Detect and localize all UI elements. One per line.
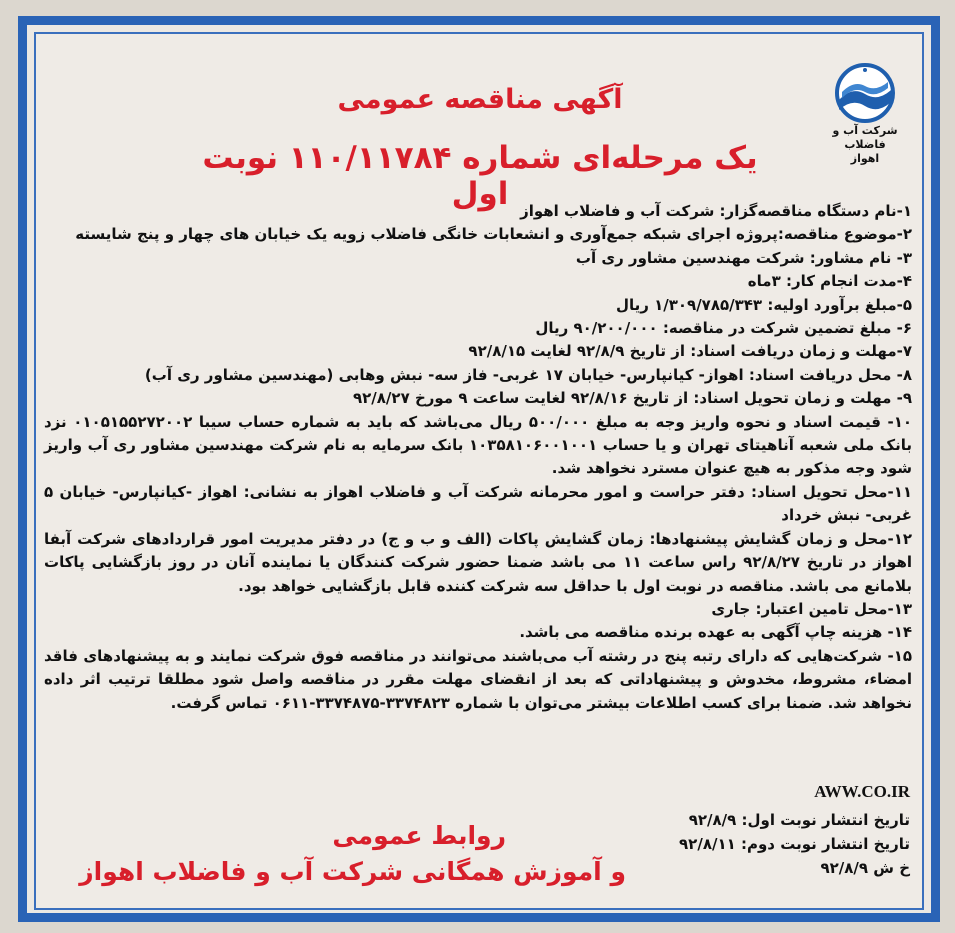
item-3: ۳- نام مشاور: شرکت مهندسین مشاور ری آب — [575, 248, 912, 267]
item-15: ۱۵- شرکت‌هایی که دارای رتبه پنج در رشته آب می‌باشند می‌توانند در مناقصه فوق شرکت نمایند و به پیشنهادهای فاقد امضاء، مشروط، مخدوش و پیشنهاداتی که بعد از انقضای مهلت مقرر در مناقصه واصل شود مطلقا ترتیب اثر داده نخواهد شد. ضمنا برای کسب اطلاعات بیشتر می‌توان با شماره ۳۳۷۴۸۲۳-۳۳۷۴۸۷۵-۰۶۱۱ تماس گرفت. — [44, 646, 912, 712]
item-14: ۱۴- هزینه چاپ آگهی به عهده برنده مناقصه می باشد. — [519, 623, 912, 642]
item-5: ۵-مبلغ برآورد اولیه: ۱/۳۰۹/۷۸۵/۳۴۳ ریال — [615, 295, 912, 314]
public-relations-signature — [46, 818, 626, 890]
footer-line-1: روابط عمومی — [332, 821, 506, 850]
item-11: ۱۱-محل تحویل اسناد: دفتر حراست و امور محرمانه شرکت آب و فاضلاب اهواز به نشانی: اهواز -کیانپارس- خیابان ۵ غربی- نبش خرداد — [44, 482, 912, 525]
company-logo — [810, 62, 920, 172]
second-publication-date: تاریخ انتشار نوبت دوم: ۹۲/۸/۱۱ — [679, 835, 910, 853]
water-wave-logo-icon — [830, 62, 900, 124]
reference-code: خ ش ۹۲/۸/۹ — [820, 859, 910, 877]
item-4: ۴-مدت انجام کار: ۳ماه — [747, 272, 912, 291]
footer-line-2: و آموزش همگانی شرکت آب و فاضلاب اهواز — [79, 857, 626, 886]
item-9: ۹- مهلت و زمان تحویل اسناد: از تاریخ ۹۲/۸/۱۶ لغایت ساعت ۹ مورخ ۹۲/۸/۲۷ — [352, 389, 912, 408]
first-publication-date: تاریخ انتشار نوبت اول: ۹۲/۸/۹ — [688, 811, 910, 829]
logo-company-name: شرکت آب و فاضلاب — [832, 124, 898, 151]
notice-subtitle: یک مرحله‌ای شماره ۱۱۰/۱۱۷۸۴ نوبت اول — [202, 140, 758, 212]
item-10: ۱۰- قیمت اسناد و نحوه واریز وجه به مبلغ ۵۰۰/۰۰۰ ریال می‌باشد که باید به شماره حساب سیبا ۰۱۰۵۱۵۵۲۷۲۰۰۲ نزد بانک ملی شعبه آناهیتای تهران و یا حساب ۱۰۳۵۸۱۰۶۰۰۱۰۰۱ بانک سرمایه به نام شرکت مهندسین مشاور ری آب واریز شود وجه مذکور به هیچ عنوان مسترد نخواهد شد. — [44, 412, 912, 478]
publication-dates — [620, 808, 910, 880]
item-13: ۱۳-محل تامین اعتبار: جاری — [711, 599, 912, 618]
item-2: ۲-موضوع مناقصه:پروژه اجرای شبکه جمع‌آوری و انشعابات خانگی فاضلاب زویه یک خیابان های چهار و پنج شایسته — [75, 225, 912, 244]
notice-title: آگهی مناقصه عمومی — [337, 84, 623, 115]
notice-items — [44, 200, 912, 715]
item-8: ۸- محل دریافت اسناد: اهواز- کیانپارس- خیابان ۱۷ غربی- فاز سه- نبش وهابی (مهندسین مشاور ری آب) — [144, 365, 912, 384]
item-12: ۱۲-محل و زمان گشایش پیشنهادها: زمان گشایش پاکات (الف و ب و ج) در دفتر مدیریت امور قراردادهای شرکت آبفا اهواز در تاریخ ۹۲/۸/۲۷ راس ساعت ۱۱ می باشد ضمنا حضور شرکت کنندگان یا نماینده آنان در روز بازگشایی پاکات بلامانع می باشد. مناقصه در نوبت اول با حداقل سه شرکت کننده قابل بازگشایی خواهد بود. — [44, 529, 912, 595]
item-7: ۷-مهلت و زمان دریافت اسناد: از تاریخ ۹۲/۸/۹ لغایت ۹۲/۸/۱۵ — [468, 342, 912, 361]
item-6: ۶- مبلغ تضمین شرکت در مناقصه: ۹۰/۲۰۰/۰۰۰ ریال — [535, 319, 912, 338]
logo-company-city: اهواز — [850, 152, 880, 165]
item-1: ۱-نام دستگاه مناقصه‌گزار: شرکت آب و فاضلاب اهواز — [520, 202, 912, 220]
website-link[interactable]: AWW.CO.IR — [814, 782, 910, 801]
